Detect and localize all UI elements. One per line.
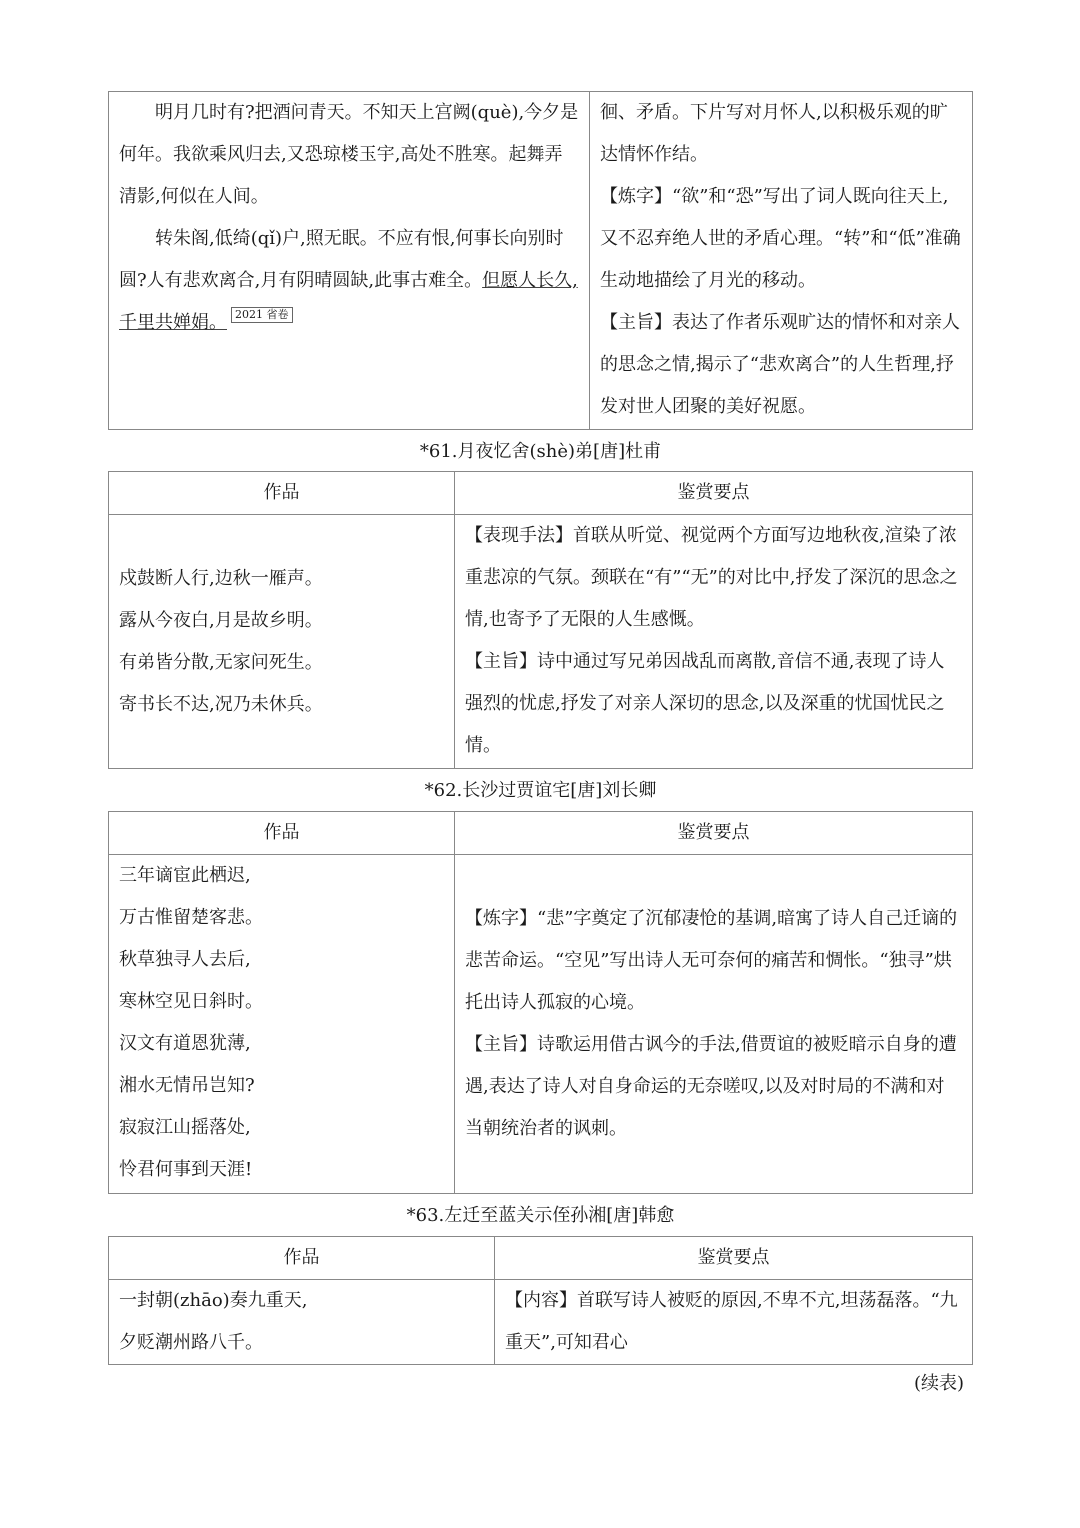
poem-para-1: 明月几时有?把酒问青天。不知天上宫阙(què),今夕是何年。我欲乘风归去,又恐琼楼玉宇,高处不胜寒。起舞弄清影,何似在人间。 [119, 102, 579, 207]
section-61-table [108, 471, 973, 769]
poem-line: 夕贬潮州路八千。 [119, 1332, 263, 1353]
header-work: 作品 [109, 812, 455, 855]
poem-line: 露从今夜白,月是故乡明。 [119, 609, 323, 631]
section-62-analysis [455, 855, 973, 1194]
analysis-zhuzhi: 【主旨】表达了作者乐观旷达的情怀和对亲人的思念之情,揭示了“悲欢离合”的人生哲理,抒发对世人团聚的美好祝愿。 [600, 312, 960, 417]
poem-line: 一封朝(zhāo)奏九重天, [119, 1290, 308, 1311]
section-62-title: *62.长沙过贾谊宅[唐]刘长卿 [424, 780, 657, 801]
header-appreciation: 鉴赏要点 [455, 812, 973, 855]
analysis-lianzi: 【炼字】“欲”和“恐”写出了词人既向往天上,又不忍弃绝人世的矛盾心理。“转”和“低”准确生动地描绘了月光的移动。 [600, 186, 961, 291]
section-61-poem [109, 515, 455, 769]
poem-line: 有弟皆分散,无家问死生。 [119, 651, 323, 673]
poem-line: 三年谪宦此栖迟, [119, 865, 251, 886]
analysis-theme: 【主旨】诗中通过写兄弟因战乱而离散,音信不通,表现了诗人强烈的忧虑,抒发了对亲人深切的思念,以及深重的忧国忧民之情。 [465, 651, 945, 756]
top-table [108, 91, 973, 430]
poem-para-2 [119, 218, 579, 344]
poem-line: 寂寂江山摇落处, [119, 1117, 251, 1138]
continued-note: (续表) [913, 1373, 964, 1394]
poem-para-2-plain: 转朱阁,低绮(qǐ)户,照无眠。不应有恨,何事长向别时圆?人有悲欢离合,月有阴晴圆缺,此事古难全。 [119, 228, 564, 291]
header-work: 作品 [109, 1237, 495, 1280]
analysis-continuation: 徊、矛盾。下片写对月怀人,以积极乐观的旷达情怀作结。 [600, 102, 948, 165]
poem-line: 寒林空见日斜时。 [119, 991, 263, 1012]
poem-line: 戍鼓断人行,边秋一雁声。 [119, 567, 323, 589]
section-61-title: *61.月夜忆舍(shè)弟[唐]杜甫 [419, 441, 662, 462]
section-62-poem [109, 855, 455, 1194]
section-62-table [108, 811, 973, 1194]
section-63-poem [109, 1280, 495, 1365]
section-61-analysis [455, 515, 973, 769]
analysis-technique: 【表现手法】首联从听觉、视觉两个方面写边地秋夜,渲染了浓重悲凉的气氛。颈联在“有”“无”的对比中,抒发了深沉的思念之情,也寄予了无限的人生感慨。 [465, 525, 958, 630]
analysis-lianzi: 【炼字】“悲”字奠定了沉郁凄怆的基调,暗寓了诗人自己迁谪的悲苦命运。“空见”写出诗人无可奈何的痛苦和惆怅。“独寻”烘托出诗人孤寂的心境。 [465, 908, 958, 1013]
poem-line: 汉文有道恩犹薄, [119, 1033, 251, 1054]
poem-line: 秋草独寻人去后, [119, 949, 251, 970]
section-63-analysis [495, 1280, 973, 1365]
poem-line: 万古惟留楚客悲。 [119, 907, 263, 928]
top-analysis-cell [590, 92, 973, 430]
poem-line: 寄书长不达,况乃未休兵。 [119, 693, 323, 715]
poem-para-2-underlined: 但愿人长久,千里共婵娟。 [119, 270, 578, 333]
header-work: 作品 [109, 472, 455, 515]
header-appreciation: 鉴赏要点 [455, 472, 973, 515]
analysis-content: 【内容】首联写诗人被贬的原因,不卑不亢,坦荡磊落。“九重天”,可知君心 [505, 1290, 958, 1353]
header-appreciation: 鉴赏要点 [495, 1237, 973, 1280]
poem-line: 怜君何事到天涯! [119, 1159, 253, 1180]
analysis-theme: 【主旨】诗歌运用借古讽今的手法,借贾谊的被贬暗示自身的遭遇,表达了诗人对自身命运的无奈嗟叹,以及对时局的不满和对当朝统治者的讽刺。 [465, 1034, 957, 1139]
exam-badge: 2021 省卷 [231, 307, 293, 323]
poem-line: 湘水无情吊岂知? [119, 1075, 255, 1096]
top-poem-cell [109, 92, 590, 430]
section-63-table [108, 1236, 973, 1365]
section-63-title: *63.左迁至蓝关示侄孙湘[唐]韩愈 [406, 1205, 675, 1226]
